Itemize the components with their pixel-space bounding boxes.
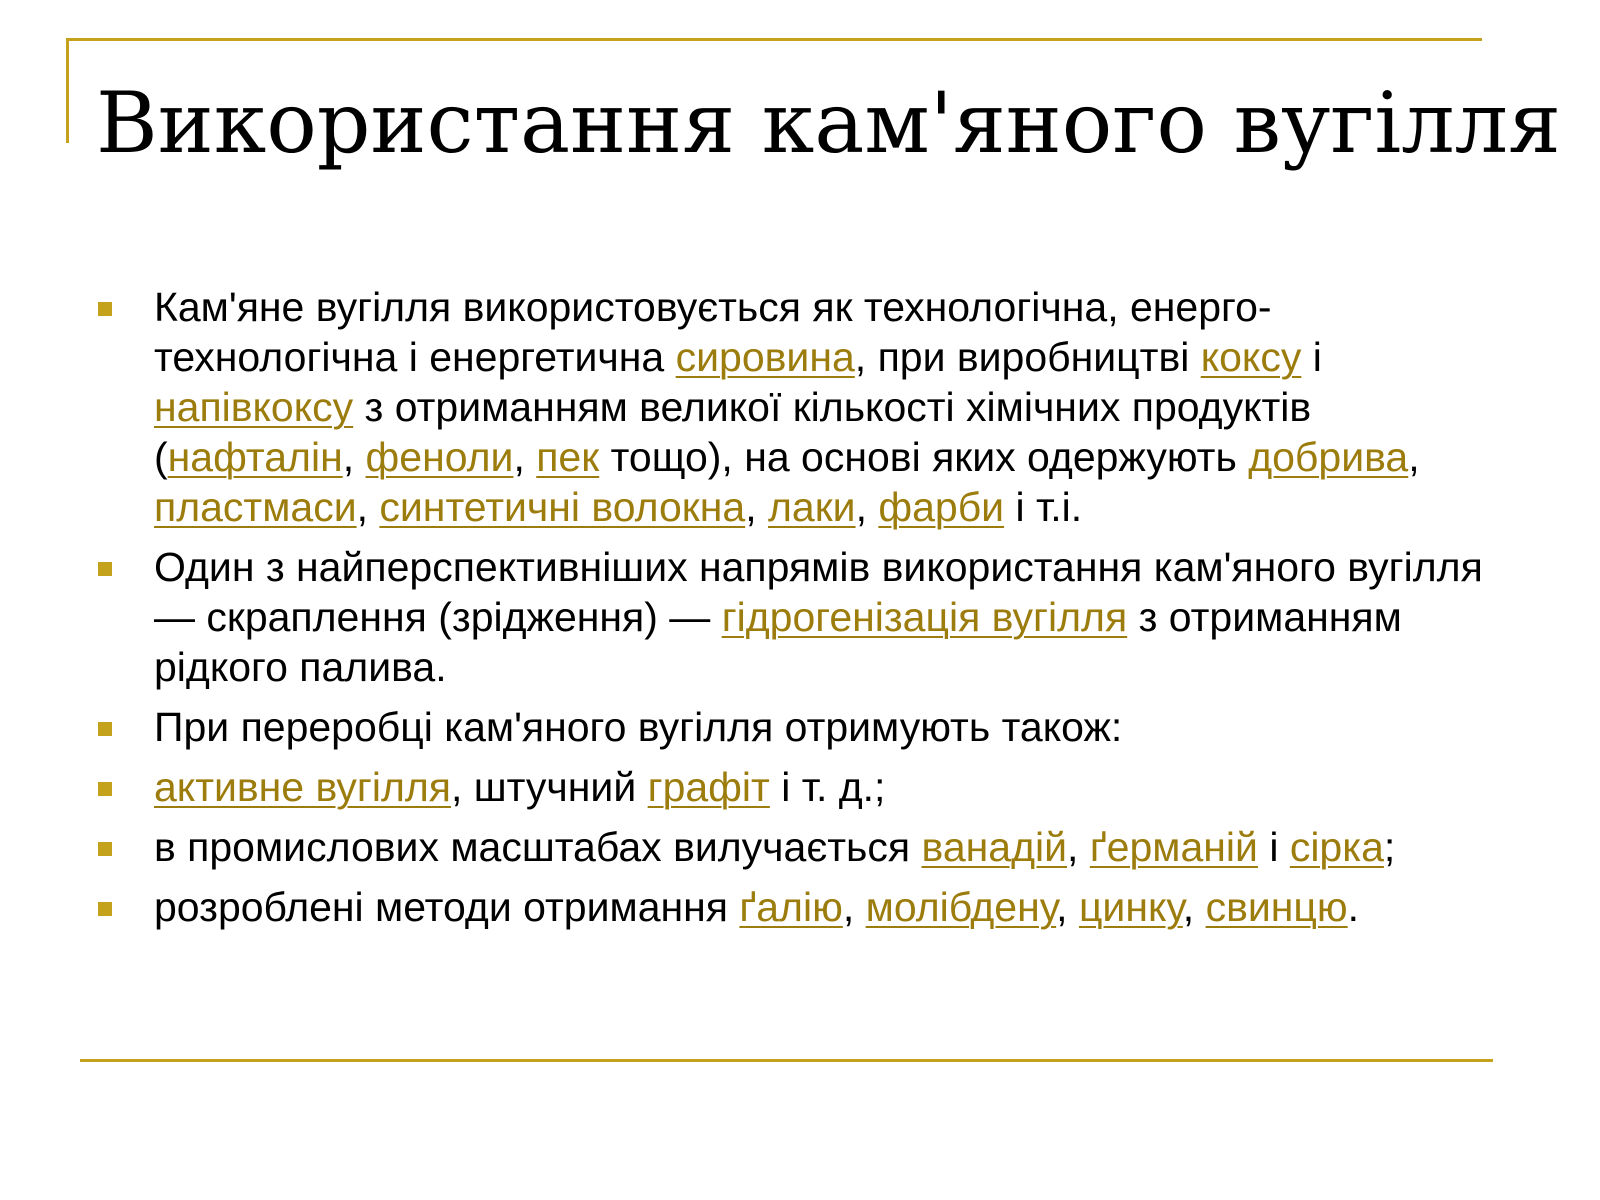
bullet-text: розроблені методи отримання bbox=[154, 884, 740, 930]
hyperlink[interactable]: активне вугілля bbox=[154, 764, 451, 810]
hyperlink[interactable]: коксу bbox=[1200, 334, 1302, 380]
bullet-square-icon bbox=[98, 562, 112, 576]
bullet-square-icon bbox=[98, 782, 112, 796]
bullet-text: Кам'яне вугілля використовується як технологічна, енерго-технологічна і енергетична bbox=[154, 284, 1272, 380]
bullet-square-icon bbox=[98, 302, 112, 316]
hyperlink[interactable]: гідрогенізація вугілля bbox=[721, 594, 1128, 640]
bottom-rule bbox=[80, 1059, 1493, 1062]
bullet-item bbox=[96, 822, 1496, 872]
bullet-text: , bbox=[342, 434, 366, 480]
hyperlink[interactable]: нафталін bbox=[167, 434, 343, 480]
bullet-text: , bbox=[842, 884, 866, 930]
hyperlink[interactable]: сірка bbox=[1289, 824, 1384, 870]
bullet-text: ; bbox=[1383, 824, 1396, 870]
bullet-square-icon bbox=[98, 902, 112, 916]
bullet-text: і bbox=[1301, 334, 1322, 380]
hyperlink[interactable]: добрива bbox=[1248, 434, 1409, 480]
hyperlink[interactable]: графіт bbox=[647, 764, 770, 810]
hyperlink[interactable]: ґалію bbox=[739, 884, 843, 930]
hyperlink[interactable]: феноли bbox=[365, 434, 514, 480]
bullet-text: Один з найперспективніших напрямів використання кам'яного вугілля — скраплення (зрідження) — bbox=[154, 544, 1483, 640]
bullet-list bbox=[96, 282, 1496, 942]
bullet-text: , bbox=[1182, 884, 1206, 930]
bullet-text: , bbox=[1067, 824, 1090, 870]
bullet-text: з отриманням великої кількості хімічних продуктів ( bbox=[154, 384, 1312, 480]
bullet-item bbox=[96, 282, 1496, 532]
hyperlink[interactable]: лаки bbox=[767, 484, 856, 530]
hyperlink[interactable]: синтетичні волокна bbox=[379, 484, 746, 530]
left-rule bbox=[66, 38, 69, 143]
hyperlink[interactable]: пластмаси bbox=[154, 484, 357, 530]
top-rule bbox=[66, 38, 1482, 41]
bullet-text: , при виробництві bbox=[854, 334, 1201, 380]
hyperlink[interactable]: ґерманій bbox=[1089, 824, 1258, 870]
hyperlink[interactable]: свинцю bbox=[1205, 884, 1348, 930]
hyperlink[interactable]: фарби bbox=[878, 484, 1005, 530]
bullet-item bbox=[96, 702, 1496, 752]
hyperlink[interactable]: напівкоксу bbox=[154, 384, 354, 430]
bullet-text: в промислових масштабах вилучається bbox=[154, 824, 922, 870]
hyperlink[interactable]: молібдену bbox=[865, 884, 1057, 930]
bullet-item bbox=[96, 542, 1496, 692]
bullet-text: і bbox=[1257, 824, 1290, 870]
hyperlink[interactable]: пек bbox=[536, 434, 600, 480]
slide-title: Використання кам'яного вугілля bbox=[96, 74, 1561, 172]
bullet-text: , bbox=[356, 484, 380, 530]
bullet-text: , bbox=[745, 484, 768, 530]
bullet-text: . bbox=[1347, 884, 1360, 930]
bullet-text: тощо), на основі яких одержують bbox=[599, 434, 1249, 480]
bullet-text: , bbox=[1056, 884, 1079, 930]
hyperlink[interactable]: сировина bbox=[675, 334, 855, 380]
bullet-text: , bbox=[513, 434, 537, 480]
bullet-item bbox=[96, 882, 1496, 932]
hyperlink[interactable]: ванадій bbox=[921, 824, 1068, 870]
bullet-text: , bbox=[1408, 434, 1420, 480]
bullet-text: і т.і. bbox=[1004, 484, 1083, 530]
hyperlink[interactable]: цинку bbox=[1078, 884, 1183, 930]
bullet-text: і т. д.; bbox=[769, 764, 886, 810]
bullet-text: , bbox=[855, 484, 879, 530]
bullet-item bbox=[96, 762, 1496, 812]
bullet-text: При переробці кам'яного вугілля отримують також: bbox=[154, 704, 1123, 750]
bullet-square-icon bbox=[98, 722, 112, 736]
bullet-text: , штучний bbox=[451, 764, 648, 810]
bullet-text: з отриманням рідкого палива. bbox=[154, 594, 1402, 690]
bullet-square-icon bbox=[98, 842, 112, 856]
